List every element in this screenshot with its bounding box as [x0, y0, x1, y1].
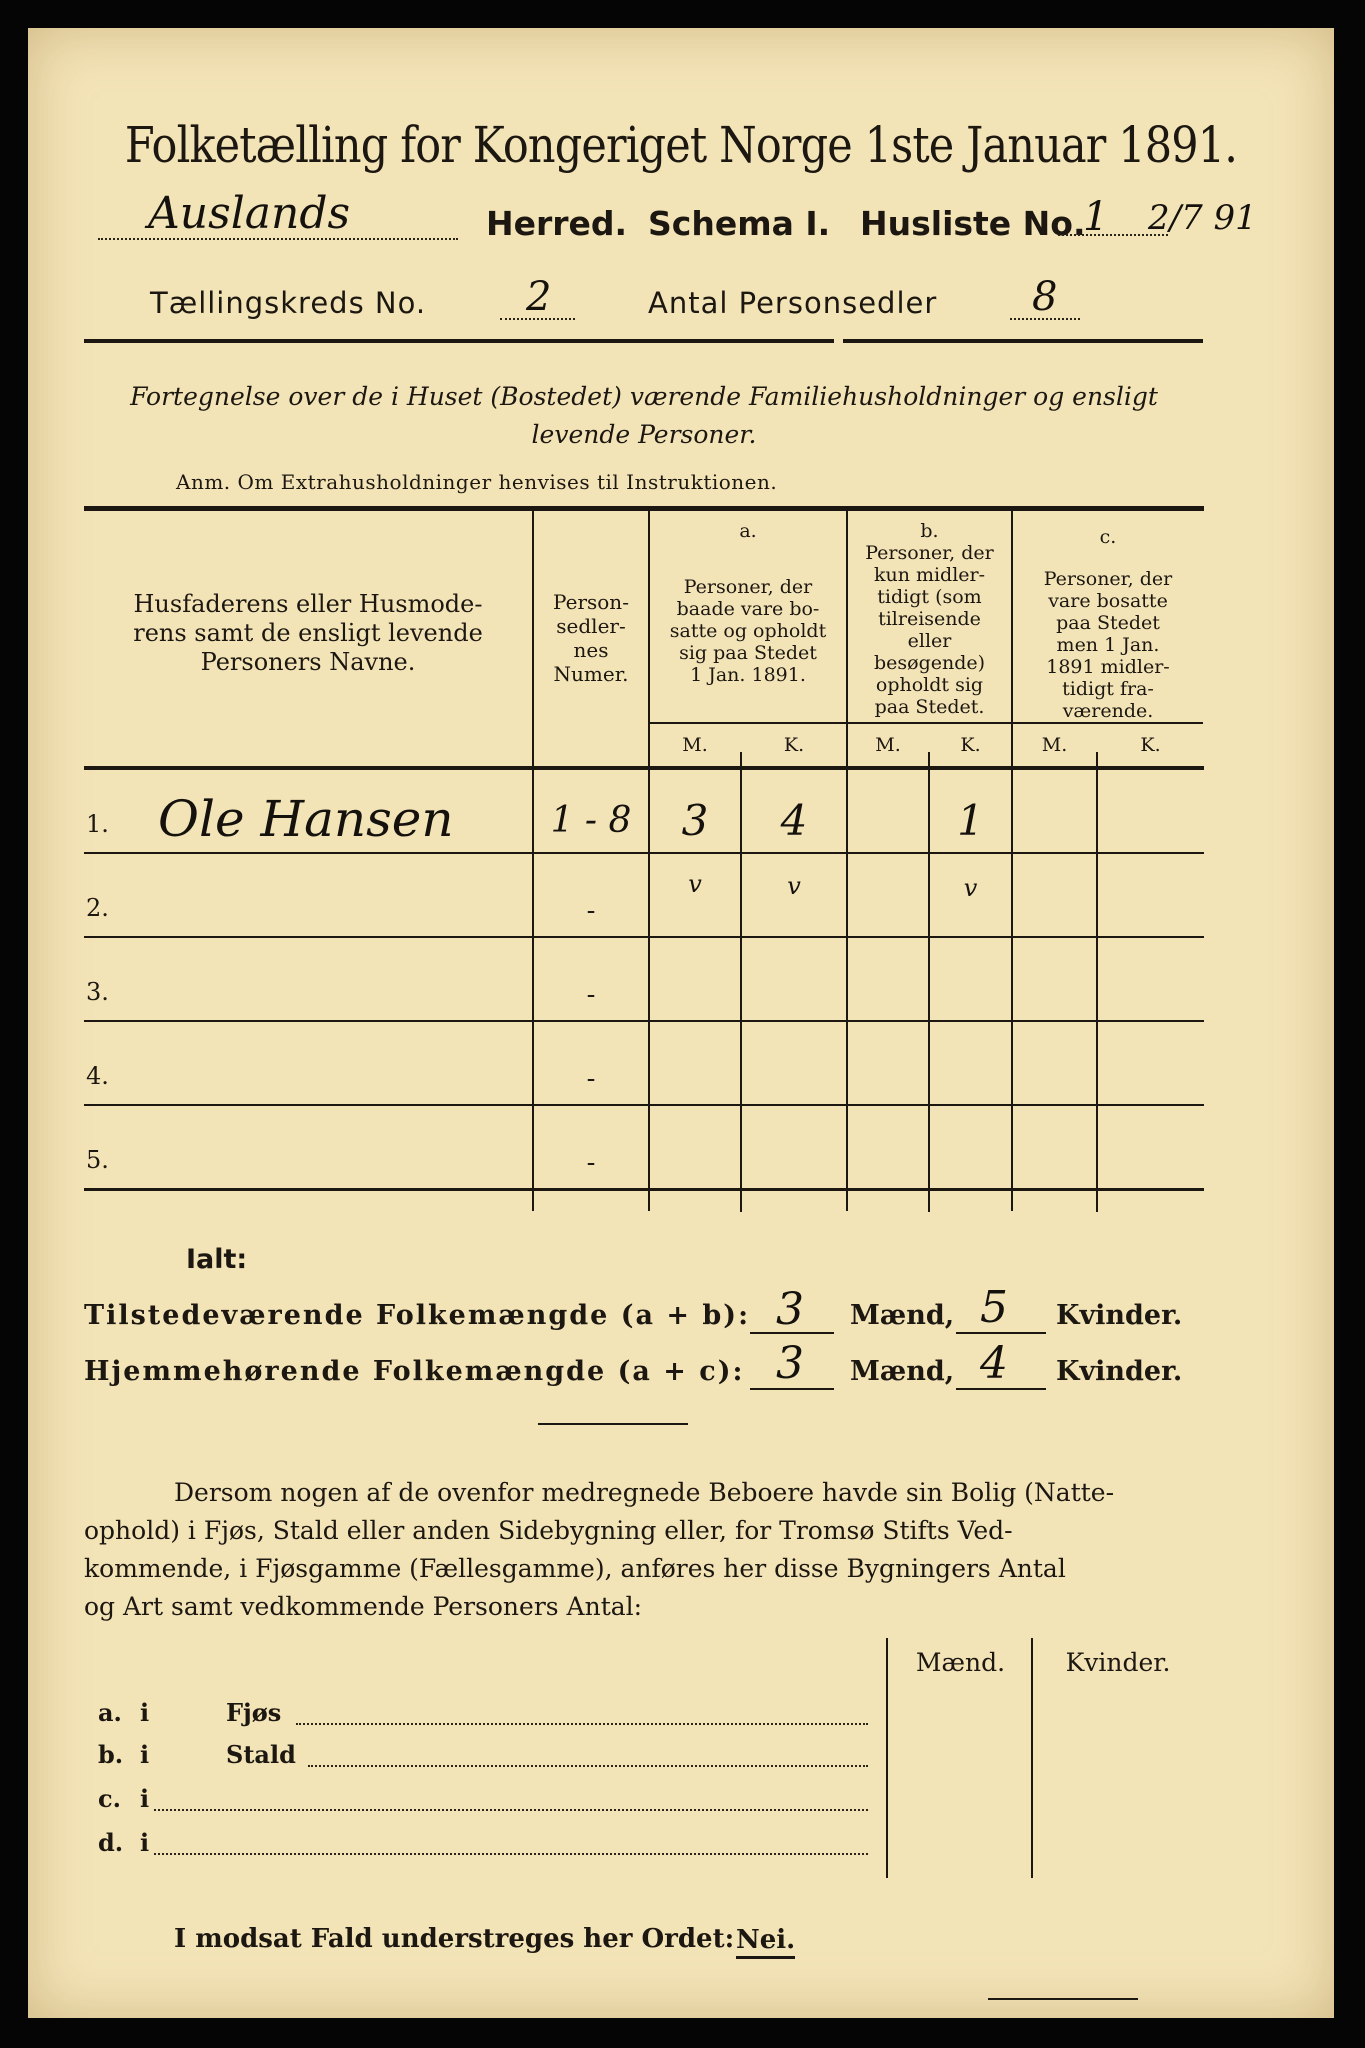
- intro-text: [84, 378, 1204, 454]
- out-item-prep: i: [140, 1828, 150, 1857]
- totals-line1-kvinder: Kvinder.: [1056, 1300, 1183, 1331]
- totals-line2-k: 4: [980, 1338, 1008, 1389]
- totals-line1-m: 3: [776, 1284, 804, 1335]
- row-num: -: [586, 980, 596, 1010]
- row-line-2: [84, 936, 1204, 938]
- antal-label: Antal Personsedler: [648, 286, 938, 320]
- kreds-value: 2: [526, 274, 552, 320]
- row-a-m-check: v: [688, 870, 702, 898]
- form-title: Folketælling for Kongeriget Norge 1ste Januar 1891.: [124, 116, 1238, 174]
- out-item-letter: d.: [98, 1828, 124, 1857]
- row-number: 5.: [86, 1146, 109, 1174]
- row-line-1: [84, 852, 1204, 854]
- kreds-label: Tællingskreds No.: [150, 286, 427, 320]
- totals-line1-maend: Mænd,: [850, 1300, 955, 1331]
- row-line-4: [84, 1104, 1204, 1106]
- out-item-letter: a.: [98, 1698, 122, 1727]
- intro-line-2: levende Personer.: [531, 420, 757, 449]
- out-vline-2: [1031, 1638, 1033, 1878]
- out-maend-header: Mænd.: [915, 1648, 1006, 1677]
- row-num: 1 - 8: [550, 800, 632, 841]
- col-name-header: Husfaderens eller Husmode- rens samt de ensligt levende Personers Navne.: [133, 590, 483, 676]
- row-b-k: 1: [957, 796, 984, 845]
- row-b-k-check: v: [963, 874, 978, 902]
- row-number: 4.: [86, 1062, 109, 1090]
- totals-line2-m: 3: [776, 1338, 804, 1389]
- herred-label: Herred.: [486, 204, 628, 243]
- row-line-3: [84, 1020, 1204, 1022]
- row-a-k-check: v: [787, 872, 801, 900]
- herred-field: [98, 188, 458, 240]
- footer-label: I modsat Fald understreges her Ordet:: [174, 1924, 735, 1954]
- out-item-prep: i: [140, 1698, 150, 1727]
- c-k-label: K.: [1140, 734, 1161, 756]
- b-m-label: M.: [875, 734, 901, 756]
- anm-note: Anm. Om Extrahusholdninger henvises til Instruktionen.: [176, 470, 778, 494]
- row-a-m: 3: [681, 796, 709, 845]
- col-c-letter: c.: [1099, 526, 1117, 548]
- row-num: -: [586, 1148, 596, 1178]
- out-item-dots: [154, 1852, 868, 1855]
- husliste-annotation: 2/7 91: [1148, 198, 1257, 238]
- row-number: 3.: [86, 978, 109, 1006]
- c-m-label: M.: [1041, 734, 1068, 756]
- husliste-label: Husliste No.: [860, 204, 1086, 243]
- totals-line1-k: 5: [980, 1282, 1008, 1333]
- husliste-value: 1: [1083, 194, 1109, 240]
- totals-line2-label: Hjemmehørende Folkemængde (a + c):: [84, 1356, 745, 1387]
- row-number: 1.: [86, 810, 109, 838]
- row-num: -: [586, 1064, 596, 1094]
- header-rule-left: [84, 339, 834, 343]
- vline-c-mk: [1096, 752, 1098, 1212]
- antal-value: 8: [1032, 274, 1058, 320]
- a-k-label: K.: [783, 734, 805, 756]
- row-name: Ole Hansen: [158, 790, 454, 848]
- out-item-dots: [154, 1808, 868, 1811]
- totals-line2-kvinder: Kvinder.: [1056, 1356, 1183, 1387]
- out-item-dots: [308, 1764, 868, 1767]
- header-rule-right: [843, 339, 1203, 343]
- totals-line2-maend: Mænd,: [850, 1356, 955, 1387]
- col-c-header: Personer, der vare bosatte paa Stedet men 1 Jan. 1891 midler- tidigt fra- værende.: [1043, 568, 1173, 722]
- mk-header-rule: [648, 722, 1203, 724]
- out-item-letter: c.: [98, 1784, 121, 1813]
- a-m-label: M.: [682, 734, 708, 756]
- intro-line-1: Fortegnelse over de i Huset (Bostedet) værende Familiehusholdninger og ensligt: [130, 382, 1158, 411]
- col-num-header: Person- sedler- nes Numer.: [553, 590, 629, 686]
- col-b-header: Personer, der kun midler- tidigt (som tilreisende eller besøgende) opholdt sig paa Stedet.: [865, 542, 994, 718]
- footer-nei: Nei.: [736, 1924, 795, 1959]
- footer-rule: [988, 1998, 1138, 2000]
- table-top-rule: [84, 506, 1204, 511]
- row-num: -: [586, 896, 596, 926]
- row-line-5: [84, 1188, 1204, 1191]
- out-item-prep: i: [140, 1784, 150, 1813]
- out-item-label: Fjøs: [226, 1698, 282, 1727]
- outbuildings-text: Dersom nogen af de ovenfor medregnede Beboere havde sin Bolig (Natte- ophold) i Fjøs, Stald eller anden Sidebygning eller, for Tromsø Stifts Ved- kommende, i Fjøsgamme (Fællesgamme), anføres her disse Bygningers Antal og Art samt vedkommende Personers Antal:: [84, 1478, 1115, 1621]
- ialt-label: Ialt:: [186, 1244, 248, 1275]
- schema-label: Schema I.: [648, 204, 831, 243]
- row-a-k: 4: [780, 796, 808, 845]
- out-item-prep: i: [140, 1740, 150, 1769]
- col-a-header: Personer, der baade vare bo- satte og opholdt sig paa Stedet 1 Jan. 1891.: [669, 576, 827, 686]
- out-item-label: Stald: [226, 1740, 296, 1769]
- herred-value: Auslands: [148, 188, 351, 239]
- out-kvinder-header: Kvinder.: [1065, 1648, 1171, 1677]
- row-number: 2.: [86, 894, 109, 922]
- table-header-rule: [84, 766, 1204, 770]
- census-form-sheet: [28, 28, 1334, 2018]
- section-divider: [538, 1423, 688, 1425]
- out-vline-1: [886, 1638, 888, 1878]
- out-item-letter: b.: [98, 1740, 124, 1769]
- b-k-label: K.: [960, 734, 981, 756]
- totals-line1-label: Tilstedeværende Folkemængde (a + b):: [84, 1300, 751, 1331]
- out-item-dots: [296, 1722, 868, 1725]
- col-a-letter: a.: [739, 520, 757, 542]
- col-b-letter: b.: [920, 520, 939, 542]
